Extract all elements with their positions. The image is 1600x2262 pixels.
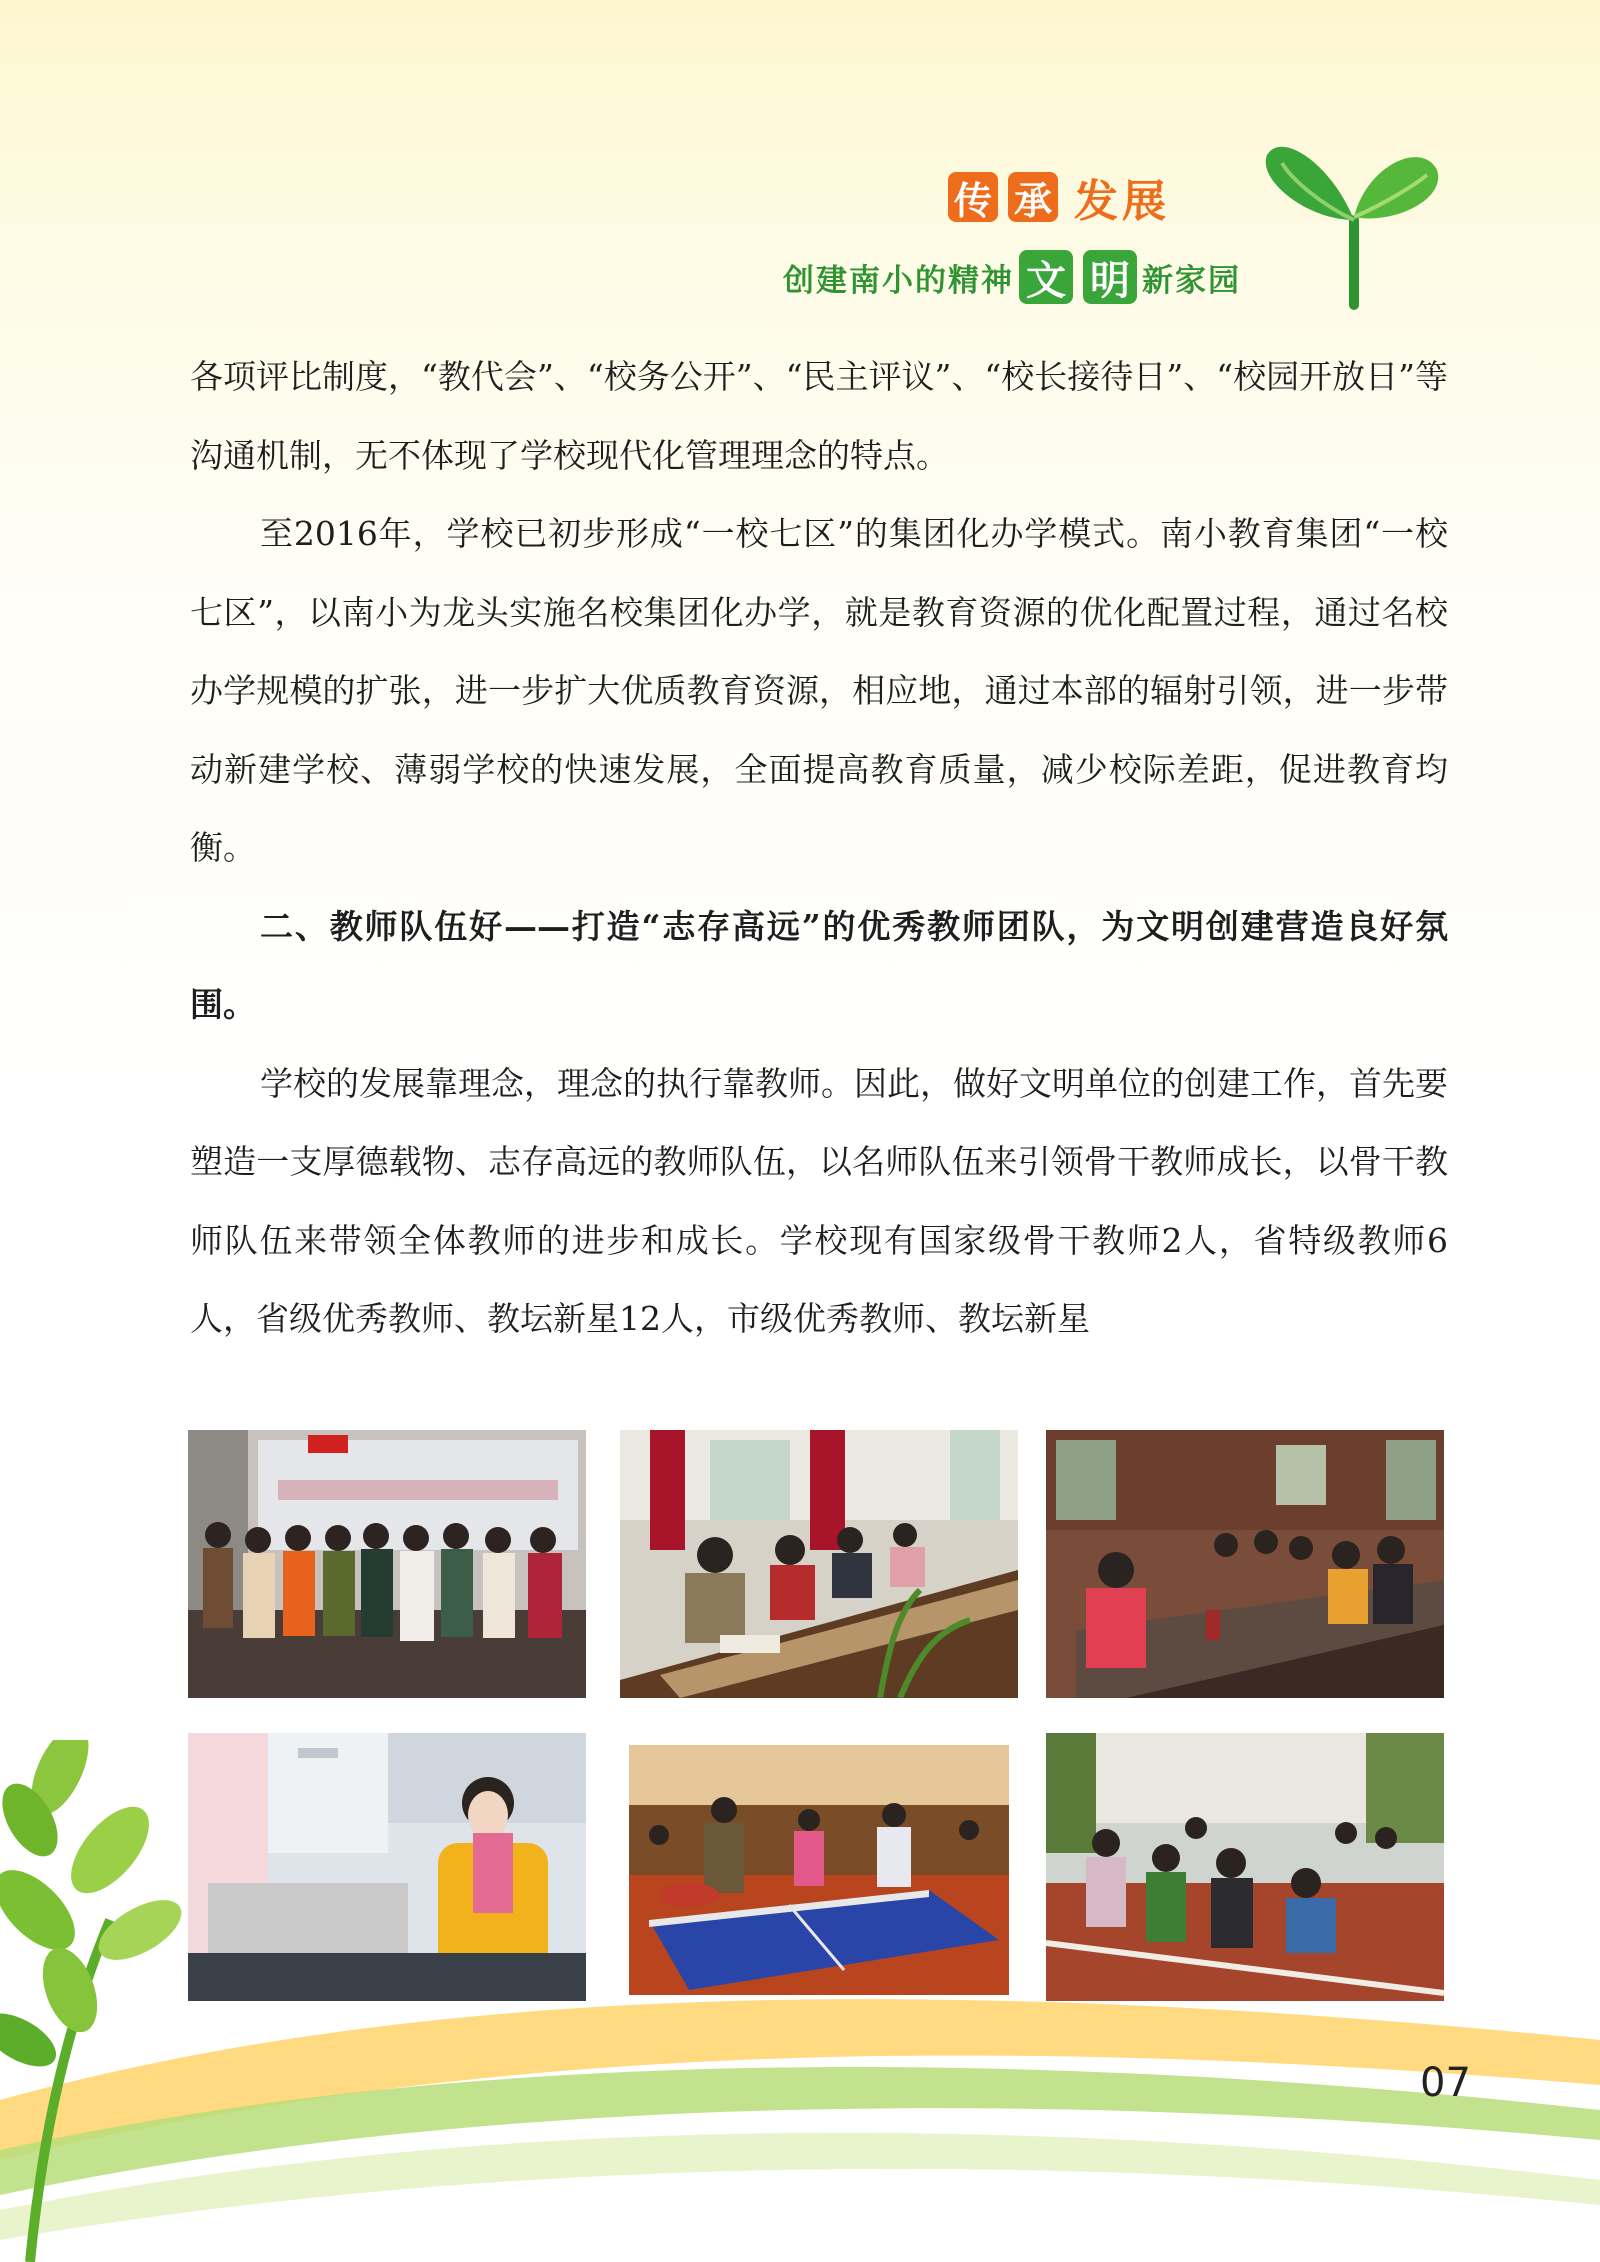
title-text: 发展 <box>1074 176 1170 227</box>
paragraph-3: 学校的发展靠理念，理念的执行靠教师。因此，做好文明单位的创建工作，首先要塑造一支厚德载物、志存高远的教师队伍，以名师队伍来引领骨干教师成长，以骨干教师队伍来带领全体教师的进步和成长。学校现有国家级骨干教师2人，省特级教师6人，省级优秀教师、教坛新星12人，市级优秀教师、教坛新星 <box>190 1063 1448 1338</box>
paragraph-2: 至2016年，学校已初步形成“一校七区”的集团化办学模式。南小教育集团“一校七区”，以南小为龙头实施名校集团化办学，就是教育资源的优化配置过程，通过名校办学规模的扩张，进一步扩大优质教育资源，相应地，通过本部的辐射引领，进一步带动新建学校、薄弱学校的快速发展，全面提高教育质量，减少校际差距，促进教育均衡。 <box>190 514 1448 867</box>
paragraph-1: 各项评比制度，“教代会”、“校务公开”、“民主评议”、“校长接待日”、“校园开放日”等沟通机制，无不体现了学校现代化管理理念的特点。 <box>190 357 1448 475</box>
section-heading: 二、教师队伍好——打造“志存高远”的优秀教师团队，为文明创建营造良好氛围。 <box>190 906 1448 1024</box>
page-header <box>0 0 1600 330</box>
page-number: 07 <box>1420 2060 1471 2106</box>
photo-group <box>188 1430 586 1698</box>
title-tile-1: 传 <box>948 172 998 222</box>
photo-meeting-1 <box>620 1430 1018 1698</box>
header-subtitle <box>783 250 1241 304</box>
subtitle-tile-2: 明 <box>1083 250 1137 304</box>
photo-meeting-2 <box>1046 1430 1444 1698</box>
header-title-main <box>948 165 1170 229</box>
article-body <box>190 338 1448 1359</box>
title-tile-2: 承 <box>1008 172 1058 222</box>
subtitle-part-2: 新家园 <box>1142 262 1241 299</box>
sprout-icon <box>1262 125 1442 315</box>
subtitle-part-1: 创建南小的精神 <box>783 262 1014 299</box>
decorative-leaves-and-waves <box>0 1740 1600 2262</box>
subtitle-tile-1: 文 <box>1019 250 1073 304</box>
